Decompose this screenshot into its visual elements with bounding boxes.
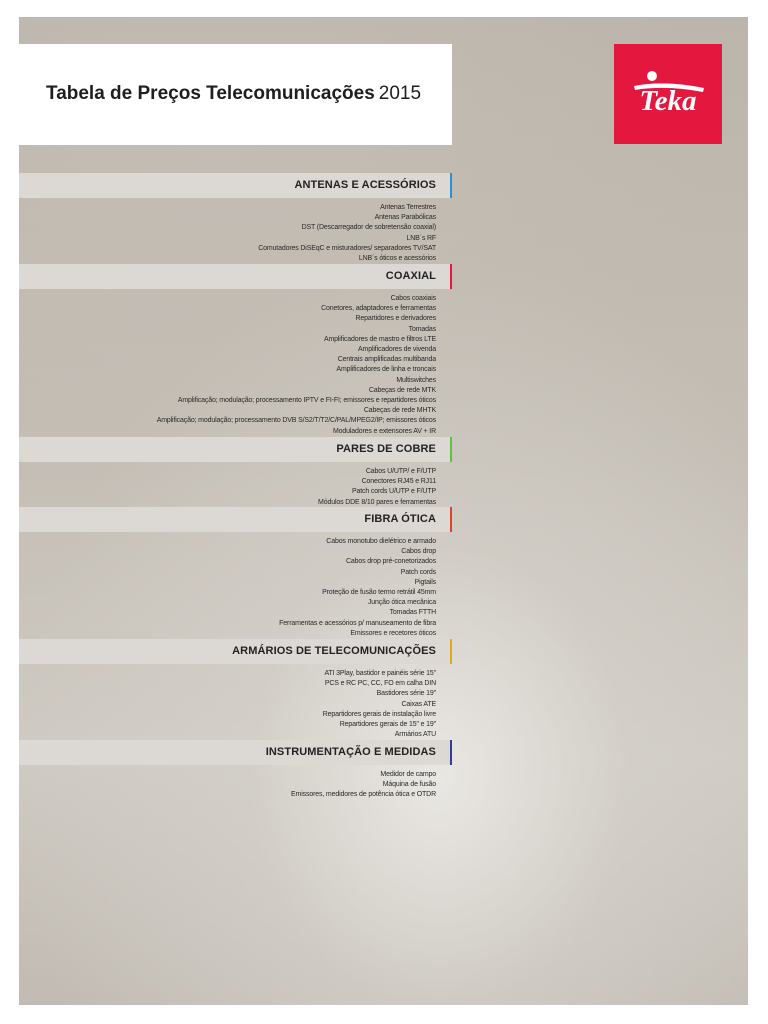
section-items: [19, 669, 436, 740]
list-item: Cabos drop: [401, 548, 436, 556]
list-item: LNB´s RF: [406, 234, 436, 242]
list-item: Junção ótica mecânica: [367, 599, 436, 607]
section-header: [19, 740, 452, 765]
page-title: [46, 83, 421, 105]
list-item: PCS e RC PC, CC, FO em calha DIN: [324, 680, 436, 688]
list-item: Comutadores DiSEqC e misturadores/ separadores TV/SAT: [258, 244, 436, 252]
catalog-cover: [19, 17, 748, 1005]
list-item: Bastidores série 19": [376, 690, 436, 698]
section-color-bar: [450, 173, 452, 198]
list-item: Amplificadores de vivenda: [358, 346, 436, 354]
list-item: Patch cords U/UTP e F/UTP: [351, 488, 436, 496]
list-item: LNB´s óticos e acessórios: [358, 255, 436, 263]
list-item: Conetores, adaptadores e ferramentas: [321, 305, 436, 313]
list-item: Amplificação; modulação; processamento IPTV e FI-FI; emissores e repartidores óticos: [177, 397, 436, 405]
list-item: Patch cords: [400, 568, 436, 576]
section-color-bar: [450, 639, 452, 664]
section-title: INSTRUMENTAÇÃO E MEDIDAS: [265, 746, 436, 758]
section-color-bar: [450, 437, 452, 462]
section-title: FIBRA ÓTICA: [364, 513, 436, 525]
section-header: [19, 639, 452, 664]
list-item: Antenas Parabólicas: [374, 214, 436, 222]
section-items: [19, 537, 436, 639]
list-item: Módulos DDE 8/10 pares e ferramentas: [318, 498, 436, 506]
section-header: [19, 507, 452, 532]
list-item: ATI 3Play, bastidor e painéis série 15": [324, 670, 436, 677]
list-item: Amplificadores de linha e troncais: [336, 366, 436, 374]
list-item: Caixas ATE: [401, 700, 436, 708]
section-color-bar: [450, 507, 452, 532]
list-item: Armários ATU: [394, 731, 436, 739]
section-items: [19, 770, 436, 801]
list-item: Amplificadores de mastro e filtros LTE: [323, 335, 436, 343]
title-year: 2015: [378, 83, 422, 104]
list-item: Repartidores gerais de instalação livre: [322, 710, 436, 718]
list-item: Centrais amplificadas multibanda: [337, 356, 436, 364]
section-header: [19, 173, 452, 198]
list-item: Conectores RJ45 e RJ11: [361, 478, 436, 486]
list-item: Tomadas FTTH: [389, 609, 436, 617]
list-item: Amplificação; modulação; processamento DVB S/S2/T/T2/C/PAL/MPEG2/IP; emissores óticos: [156, 417, 436, 425]
title-text: Tabela de Preços Telecomunicações: [46, 83, 375, 104]
list-item: Máquina de fusão: [382, 781, 436, 789]
list-item: Antenas Terrestres: [380, 204, 436, 211]
section-title: ARMÁRIOS DE TELECOMUNICAÇÕES: [232, 645, 436, 657]
teka-logo: [614, 44, 722, 144]
section-color-bar: [450, 264, 452, 289]
list-item: Cabeças de rede MTK: [368, 386, 436, 394]
list-item: Emissores, medidores de potência ótica e OTDR: [291, 791, 436, 799]
section-items: [19, 203, 436, 264]
teka-logo-icon: [614, 44, 722, 144]
section-title: PARES DE COBRE: [336, 443, 436, 455]
logo-wordmark: Teka: [639, 85, 697, 117]
list-item: Cabos U/UTP/ e F/UTP: [365, 468, 436, 475]
section-items: [19, 294, 436, 437]
title-box: [19, 44, 452, 145]
list-item: Ferramentas e acessórios p/ manuseamento de fibra: [279, 619, 436, 627]
list-item: Repartidores gerais de 15" e 19": [339, 721, 436, 729]
section-header: [19, 437, 452, 462]
list-item: Moduladores e extensores AV + IR: [332, 427, 436, 435]
list-item: Repartidores e derivadores: [355, 315, 436, 323]
list-item: Cabeças de rede MHTK: [363, 407, 436, 415]
list-item: Cabos drop pré-conetorizados: [346, 558, 436, 566]
section-title: ANTENAS E ACESSÓRIOS: [294, 179, 436, 191]
section-items: [19, 467, 436, 508]
list-item: Tomadas: [408, 325, 436, 333]
list-item: Emissores e recetores óticos: [350, 629, 436, 637]
section-color-bar: [450, 740, 452, 765]
list-item: Cabos monotubo dielétrico e armado: [326, 538, 436, 545]
list-item: Proteção de fusão termo retrátil 45mm: [322, 589, 436, 597]
section-title: COAXIAL: [385, 270, 436, 282]
list-item: DST (Descarregador de sobretensão coaxial): [301, 224, 436, 232]
list-item: Pigtails: [414, 578, 436, 586]
list-item: Cabos coaxiais: [390, 295, 436, 302]
list-item: Multiswitches: [396, 376, 436, 384]
list-item: Medidor de campo: [380, 771, 436, 778]
section-header: [19, 264, 452, 289]
